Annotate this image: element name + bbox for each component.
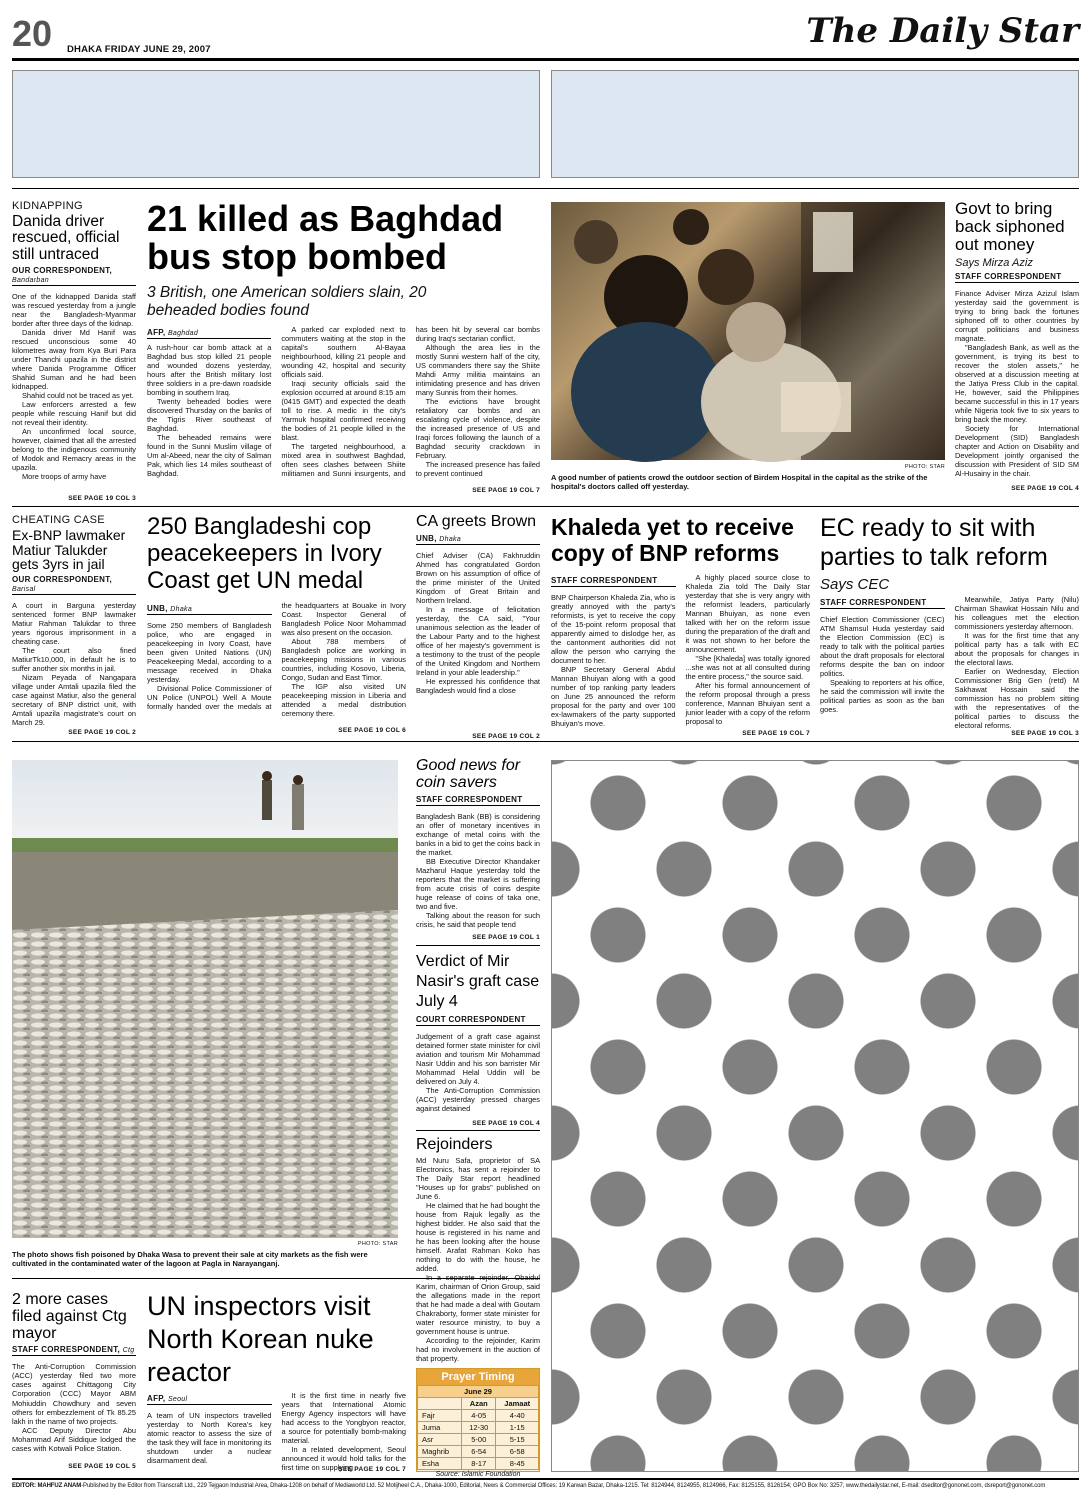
see-page-link[interactable]: SEE PAGE 19 COL 2 bbox=[472, 733, 540, 740]
article-columns bbox=[551, 573, 810, 728]
prayer-row: Esha 8-17 8-45 bbox=[418, 1458, 539, 1470]
see-page-link[interactable]: SEE PAGE 19 COL 7 bbox=[742, 730, 810, 737]
headline[interactable]: 250 Bangladeshi cop peacekeepers in Ivory Coast get UN medal bbox=[147, 513, 382, 594]
article-body: Finance Adviser Mirza Azizul Islam yesterday said the government is trying to bring back the fortunes siphoned off to other countries by corrupt politicians and business magnate. "Bangladesh Bank, as well as the government, is trying its best to recover the stolen assets," he observed at a discussion meeting at the Jatiya Press Club in the capital. He, however, said the Philippines became successful in this in 17 years while Nigeria took five to six years to bring back the money. Society for International Development (SID) Bangladesh chapter and Action on Disability and Development jointly organised the discussion with President of SID SM Al-Husainy in the chair. bbox=[955, 288, 1079, 479]
see-page-link[interactable]: SEE PAGE 19 COL 7 bbox=[338, 1466, 406, 1473]
article-columns bbox=[147, 1391, 406, 1472]
article-body: A team of UN inspectors travelled yesterday to North Korea's key atomic reactor to assess the size of the task they will face in monitoring its shutdown under a nuclear disarmament deal. It is the first time in nearly five years that International Atomic Energy Agency inspectors will have had access to the Yongbyon reactor, a source for potentially bomb-making material. In a related development, Seoul announced it would hold talks for the first time on supplying bbox=[147, 1390, 406, 1473]
article-danida bbox=[12, 200, 136, 502]
headline[interactable]: Khaleda yet to receive copy of BNP reforms bbox=[551, 514, 794, 567]
row-rule bbox=[12, 1278, 540, 1279]
see-page-link[interactable]: SEE PAGE 19 COL 6 bbox=[338, 727, 406, 734]
row-rule bbox=[12, 506, 1079, 507]
article-columns bbox=[147, 325, 540, 479]
footer-editor: MAHFUZ ANAM bbox=[37, 1483, 82, 1489]
photo-illustration bbox=[551, 202, 945, 460]
article-khaleda bbox=[551, 514, 810, 729]
byline: STAFF CORRESPONDENT bbox=[416, 795, 540, 806]
article-cheating-case bbox=[12, 514, 136, 728]
byline: STAFF CORRESPONDENT bbox=[820, 598, 945, 609]
prayer-header-azan: Azan bbox=[462, 1398, 496, 1410]
subhead: Says Mirza Aziz bbox=[955, 256, 1033, 269]
prayer-row: Maghrib 6-54 6-58 bbox=[418, 1446, 539, 1458]
see-page-link[interactable]: SEE PAGE 19 COL 4 bbox=[472, 1120, 540, 1127]
headline[interactable]: Danida driver rescued, official still untraced bbox=[12, 213, 120, 263]
byline: STAFF CORRESPONDENT bbox=[955, 272, 1079, 283]
byline: OUR CORRESPONDENT, Barisal bbox=[12, 575, 136, 595]
footer-text: -Published by the Editor from Transcraft Ltd., 229 Tejgaon Industrial Area, Dhaka-1208 on behalf of Mediaworld Ltd. 52 Motijheel C.A., Dhaka-1000, Editorial, News & Commercial Offices: 19 Karwan Bazar, Dhaka-1215. Tel: 8124944, 8124955, 8124966, Fax: 8125155, 8126154; GPO Box No: 3257, www.thedailystar.net, E-mail: dseditor@gononet.com, dsreport@gononet.com bbox=[81, 1483, 1046, 1489]
article-columns bbox=[820, 595, 1079, 730]
byline: COURT CORRESPONDENT bbox=[416, 1015, 540, 1026]
article-ca-greets bbox=[416, 514, 540, 728]
byline: STAFF CORRESPONDENT bbox=[551, 576, 676, 587]
see-page-link[interactable]: SEE PAGE 19 COL 7 bbox=[472, 487, 540, 494]
see-page-link[interactable]: SEE PAGE 19 COL 4 bbox=[1011, 485, 1079, 492]
kicker: KIDNAPPING bbox=[12, 200, 83, 212]
article-body: Chief Adviser (CA) Fakhruddin Ahmed has congratulated Gordon Brown on his assumption of office of the prime minister of the United Kingdom of Great Britain and Northern Ireland. In a message of felicitation yesterday, the CA said, "Your unanimous selection as the leader of the Labour Party and to the highest office of her majesty's government is a testimony to the trust of the people of the United Kingdom and Northern Ireland in your able leadership." He expressed his confidence that Bangladesh would find a close bbox=[416, 550, 540, 696]
article-body: Judgement of a graft case against detained former state minister for civil aviation and tourism Mir Mohammad Nasir Uddin and his son barrister Mir Mohammad Helal Uddin will be delivered on July 4. The Anti-Corruption Commission (ACC) yesterday pressed charges against detained bbox=[416, 1032, 540, 1114]
photo-poisoned-fish bbox=[12, 760, 398, 1238]
footer-label: EDITOR: bbox=[12, 1483, 36, 1489]
prayer-date: June 29 bbox=[418, 1386, 539, 1398]
prayer-source: Source: Islamic Foundation bbox=[435, 1471, 521, 1478]
byline: AFP, Baghdad bbox=[147, 328, 271, 339]
prayer-row: Juma 12-30 1-15 bbox=[418, 1422, 539, 1434]
article-body: BNP Chairperson Khaleda Zia, who is greatly annoyed with the party's reformists, is yet to receive the copy of the 15-point reform proposal that apparently aimed to dislodge her, as the cantonment authorities did not allow the person who carrying the document to her. BNP Secretary General Abdul Mannan Bhuiyan along with a good number of top ranking party leaders on June 25 announced the reform proposal for the party and over 100 ex-lawmakers of the party supported Bhuiyan's move. A highly placed source close to Khaleda Zia told The Daily Star yesterday that she is very angry with the reformist leaders, particularly Mannan Bhuiyan, as none even talked with her on the reform issue during the preparation of the draft and it was not shown to her before the announcement. "She [Khaleda] was totally ignored ...she was not at all consulted during the entire process," the source said. After his formal announcement of the reform proposal through a press conference, Mannan Bhuiyan sent a junior leader with a copy of the reform proposal to bbox=[551, 572, 810, 729]
logo: The Daily Star bbox=[806, 11, 1079, 51]
dateline: DHAKA FRIDAY JUNE 29, 2007 bbox=[67, 44, 211, 55]
headline[interactable]: Ex-BNP lawmaker Matiur Talukder gets 3yrs in jail bbox=[12, 527, 126, 573]
see-page-link[interactable]: SEE PAGE 19 COL 3 bbox=[1011, 730, 1079, 737]
advertisement-dotted-placeholder[interactable] bbox=[551, 760, 1079, 1472]
article-body: A court in Barguna yesterday sentenced former BNP lawmaker Matiur Rahman Talukdar to three years rigorous imprisonment in a cheating case. The court also fined MatiurTk10,000, in default he is to suffer another six months in jail. Nizam Peyada of Nangapara village under Amtali upazila filed the case against Matiur, also the general secretary of BNP district unit, with Amtali upazila magistrate's court on March 29. bbox=[12, 601, 136, 728]
byline: UNB, Dhaka bbox=[416, 534, 540, 545]
article-baghdad bbox=[147, 200, 540, 502]
see-page-link[interactable]: SEE PAGE 19 COL 2 bbox=[68, 729, 136, 736]
article-ctg-mayor bbox=[12, 1292, 136, 1462]
article-body: Some 250 members of Bangladesh police, who are engaged in peacekeeping in Ivory Coast, have been given United Nations (UN) Peacekeeping Medal, according to a message received in Dhaka yesterday. Divisional Police Commissioner of UN Police (UNPOL) Well A Moute formally handed over the medals at the headquarters at Bouake in Ivory Coast. Inspector General of Bangladesh Police Noor Mohammad was also present on the occasion. About 788 members of Bangladesh police are working in peacekeeping missions in various countries, including Kosovo, Liberia, Congo, Sudan and East Timor. The IGP also visited UN peacekeeping mission in Liberia and attended a medal distribution ceremony there. bbox=[147, 600, 406, 718]
article-mir-nasir bbox=[416, 952, 540, 1120]
article-body: One of the kidnapped Danida staff was rescued yesterday from a jungle near the Bangladesh-Myanmar border after three days of the kidnap. Danida driver Md Hanif was rescued unconscious some 40 kilometres away from Kya Buri Para under Thanchi upazila in the district where Danida Programme Officer Shahid Suman and he had been kidnapped. Shahid could not be traced as yet. Law enforcers arrested a few people while rescuing Hanif but did not reveal their identity. An unconfirmed local source, however, claimed that all the arrested belong to the indigenous community of Modok and Remacry areas in the upazila. More troops of army have bbox=[12, 291, 136, 482]
headline[interactable]: UN inspectors visit North Korean nuke reactor bbox=[147, 1291, 374, 1387]
article-coin-savers bbox=[416, 758, 540, 940]
article-body: The Anti-Corruption Commission (ACC) yesterday filed two more cases against Chittagong City Corporation (CCC) Mayor ABM Mohiuddin Chowdhury and seven others for embezzlement of Tk 85.25 lakh in the name of two projects. ACC Deputy Director Abu Mohammad Arif Siddique lodged the cases with Kotwali Police Station. bbox=[12, 1362, 136, 1453]
footer-rule bbox=[12, 1478, 1079, 1480]
see-page-link[interactable]: SEE PAGE 19 COL 1 bbox=[472, 934, 540, 941]
headline[interactable]: CA greets Brown bbox=[416, 513, 537, 530]
imprint-footer bbox=[12, 1483, 1079, 1489]
photo-illustration bbox=[12, 760, 398, 1238]
article-divider bbox=[416, 945, 540, 946]
article-siphoned-money bbox=[955, 200, 1079, 490]
advertisement-right[interactable] bbox=[551, 70, 1079, 178]
ad-rule bbox=[12, 188, 1079, 189]
headline[interactable]: 2 more cases filed against Ctg mayor bbox=[12, 1291, 127, 1342]
article-columns bbox=[147, 601, 406, 718]
photo-credit: PHOTO: STAR bbox=[357, 1241, 398, 1247]
article-body: A rush-hour car bomb attack at a Baghdad bus stop killed 21 people and wounded dozens yesterday, hours after the British military lost three soldiers in a pre-dawn roadside bombing in southern Iraq. Twenty beheaded bodies were discovered Thursday on the banks of the Tigris River southeast of Baghdad. The beheaded remains were found in the Sunni Muslim village of Um al-Abeed, near the city of Salman Pak, which lies 14 miles southeast of Baghdad. A parked car exploded next to commuters waiting at the stop in the capital's southern Al-Bayaa neighbourhood, killing 21 people and wounding 42, hospital and security officials said. Iraqi security officials said the explosion occurred at around 8:15 am (0415 GMT) and expected the death toll to rise. A medic in the city's Yarmuk hospital confirmed receiving the bodies of 21 people killed in the blast. The targeted neighbourhood, a mixed area in southwest Baghdad, often sees clashes between Shiite militiamen and Sunni insurgents, and has been hit by several car bombs during Iraq's sectarian conflict. Although the area lies in the mostly Sunni western half of the city, US commanders there say the Shiite Mahdi Army militia maintains an intimidating presence and has driven many Sunnis from their homes. The evictions have brought retaliatory car bombs and an escalating cycle of violence, despite the increased presence of US and Iraqi forces following the launch of a Baghdad security crackdown in February. The increased presence has failed to prevent continued bbox=[147, 324, 540, 479]
masthead bbox=[12, 11, 1079, 62]
article-rejoinders bbox=[416, 1136, 540, 1364]
page-number: 20 bbox=[12, 13, 53, 54]
photo-caption: A good number of patients crowd the outdoor section of Birdem Hospital in the capital as the strike of the hospital's doctors called off yesterday. bbox=[551, 473, 928, 491]
photo-caption: The photo shows fish poisoned by Dhaka Wasa to prevent their sale at city markets as the fish were cultivated in the contaminated water of the lagoon at Pagla in Narayanganj. bbox=[12, 1250, 368, 1268]
headline[interactable]: Rejoinders bbox=[416, 1136, 493, 1153]
see-page-link[interactable]: SEE PAGE 19 COL 3 bbox=[68, 495, 136, 502]
byline: OUR CORRESPONDENT, Bandarban bbox=[12, 266, 136, 286]
kicker: CHEATING CASE bbox=[12, 514, 105, 526]
prayer-header-jamaat: Jamaat bbox=[496, 1398, 539, 1410]
headline[interactable]: EC ready to sit with parties to talk reform bbox=[820, 514, 1048, 571]
prayer-header-blank bbox=[418, 1398, 462, 1410]
byline: UNB, Dhaka bbox=[147, 604, 272, 615]
see-page-link[interactable]: SEE PAGE 19 COL 5 bbox=[68, 1463, 136, 1470]
prayer-row: Fajr 4-05 4-40 bbox=[418, 1410, 539, 1422]
subhead: Says CEC bbox=[820, 575, 890, 593]
photo-hospital-crowd bbox=[551, 202, 945, 460]
headline[interactable]: Govt to bring back siphoned out money bbox=[955, 199, 1065, 254]
article-peacekeepers bbox=[147, 514, 406, 724]
article-body: Md Nuru Safa, proprietor of SA Electronics, has sent a rejoinder to The Daily Star report headlined "Houses up for grabs" published on June 6. He claimed that he had bought the house from Rajuk legally as the highest bidder. He also said that the house is registered in his name and he has been looking after the house himself. Arafat Rahman Koko has nothing to do with the house, he added. Karim, chairman of Orion Group, said the allegations made in the report that he had made a deal with Goutam Chakraborty, former state minister for water resource ministry, to buy a government house is untrue. According to the rejoinder, Karim had no involvement in the auction of that property. bbox=[416, 1155, 540, 1364]
photo-credit: PHOTO: STAR bbox=[904, 464, 945, 470]
row-rule bbox=[12, 741, 1079, 742]
prayer-row: Asr 5-00 5-15 bbox=[418, 1434, 539, 1446]
byline: AFP, Seoul bbox=[147, 1394, 272, 1405]
masthead-rule bbox=[12, 58, 1079, 61]
advertisement-left[interactable] bbox=[12, 70, 540, 178]
subhead: 3 British, one American soldiers slain, 20 beheaded bodies found bbox=[147, 283, 427, 320]
prayer-table bbox=[417, 1385, 539, 1470]
article-body: Bangladesh Bank (BB) is considering an offer of monetary incentives in exchange of metal coins with the banks in a bid to get the coins back in the market. BB Executive Director Khandaker Mazharul Haque yesterday told the reporters that the market is suffering from acute crisis of coins despite huge release of coins of taka one, two and five. Talking about the reason for such crisis, he said that people tend bbox=[416, 811, 540, 929]
headline[interactable]: 21 killed as Baghdad bus stop bombed bbox=[147, 198, 504, 277]
headline[interactable]: Good news for coin savers bbox=[416, 757, 521, 791]
prayer-title: Prayer Timing bbox=[417, 1369, 539, 1385]
article-ec-ready bbox=[820, 514, 1079, 730]
prayer-timing-box bbox=[416, 1368, 540, 1478]
headline[interactable]: Verdict of Mir Nasir's graft case July 4 bbox=[416, 953, 540, 1010]
article-divider bbox=[416, 1130, 540, 1131]
byline: STAFF CORRESPONDENT, Ctg bbox=[12, 1345, 135, 1355]
article-body: Chief Election Commissioner (CEC) ATM Shamsul Huda yesterday said the Election Commission (EC) is ready to talk with the political parties about the draft proposals for electoral reforms despite the ban on indoor politics. Speaking to reporters at his office, he said the commission will invite the political parties as soon as the ban goes. Meanwhile, Jatiya Party (Nilu) Chairman Shawkat Hossain Nilu and his colleagues met the election commissioners yesterday afternoon. It was for the first time that any political party has a talk with EC about the proposals for changes in the electoral laws. Earlier on Wednesday, Election Commissioner Brig Gen (retd) M Sakhawat Hossain said the commission has no problem sitting with the representatives of the political parties to discuss the electoral reforms. bbox=[820, 594, 1079, 730]
